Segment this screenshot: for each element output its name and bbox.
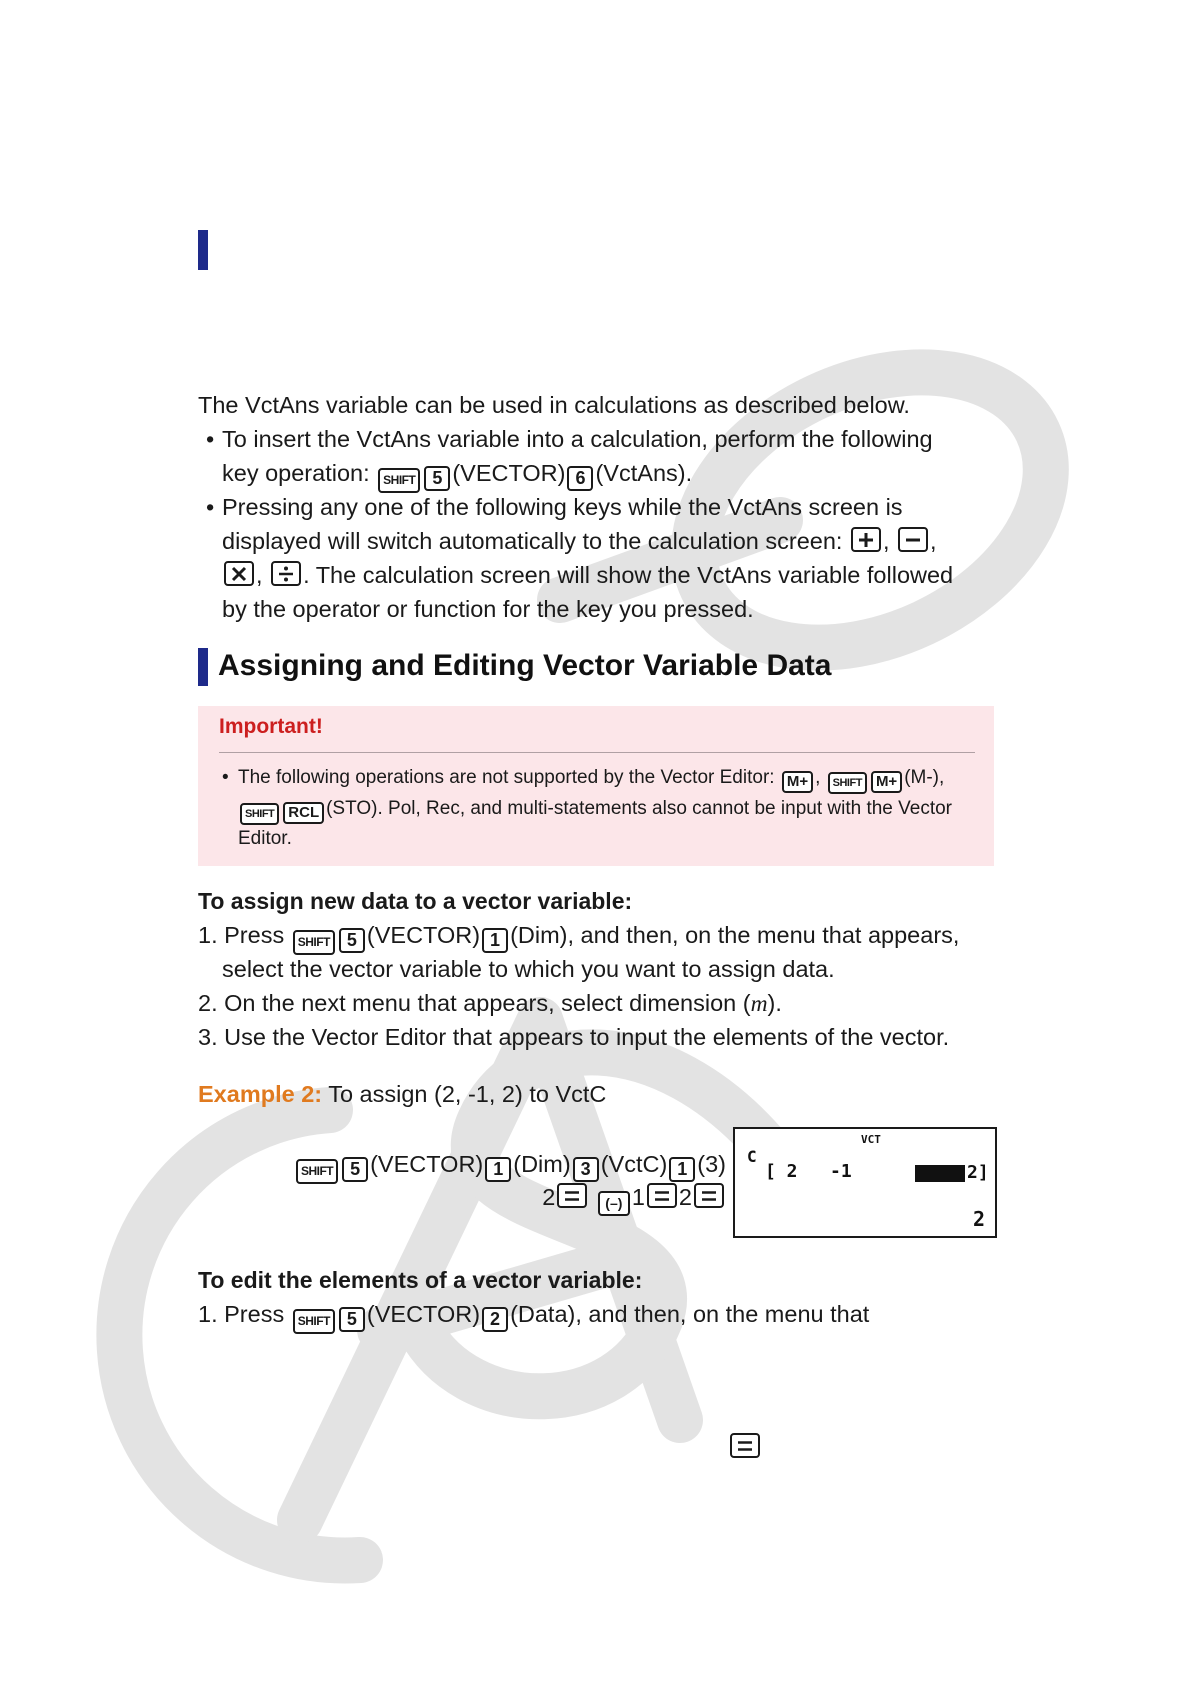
manual-page: The VctAns variable can be used in calculations as described below. • To insert the VctAns variable into a calculation, perform the following key operation: SHIFT 5 (VECTOR) 6 (VctAns). • Pressing any one of the following keys while the VctAns screen is displayed will switch automatically to the calculation screen: , , , . The calculation screen will show the VctAns variable followed by the operator or function for the key you pressed. Assigning and Editing Vector Variable Data Important! • The following operations are not supported by the Vector Editor: M+ , SHIFT M+ (M-), SHIFT RCL (STO). Pol, Rec, and multi-statements also cannot be input with the Vector Editor. To assign new data to a vector variable: 1. Press SHIFT 5 (VECTOR) 1 (Dim), and then, on the menu that appears, select the vector variable to which you want to assign data. 2. On the next menu that appears, select dimension (m). 3. Use the Vector Editor that appears to input the elements of the vector. Example 2: To assign (2, -1, 2) to VctC SHIFT 5 (VECTOR) 1 (Dim) 3 (VctC) 1 (3) 2 (–) 1 2 C VCT [ 2 -1 2] 2 To edit the elements of a vector variable: 1. Press SHIFT 5 (VECTOR) 2 (Data), and then, on the menu that (0, 0, 1191, 1684)
shift-key-icon: SHIFT (293, 930, 335, 955)
edit-title: To edit the elements of a vector variable: (198, 1267, 643, 1293)
rcl-key-icon: RCL (283, 802, 324, 824)
display-cursor (915, 1165, 965, 1182)
shift-key-icon: SHIFT (296, 1159, 338, 1184)
one-key-icon: 1 (482, 928, 508, 953)
example-line: Example 2: To assign (2, -1, 2) to VctC (198, 1081, 607, 1107)
bullet-2-line-2: displayed will switch automatically to the calculation screen: , , (222, 528, 937, 554)
display-row: [ 2 -1 (765, 1161, 852, 1182)
display-cursor-value: 2] (967, 1162, 989, 1183)
previous-heading-bar (198, 230, 208, 270)
example-key-sequence-2: 2 (–) 1 2 (542, 1180, 726, 1216)
important-title: Important! (219, 715, 323, 738)
one-key-icon: 1 (485, 1157, 511, 1182)
equals-key-fragment (728, 1430, 762, 1464)
six-key-icon: 6 (567, 466, 593, 491)
assign-step-1: 1. Press SHIFT 5 (VECTOR) 1 (Dim), and then, on the menu that appears, (198, 918, 959, 955)
minus-key-icon (898, 527, 928, 552)
equals-key-icon (694, 1183, 724, 1208)
bullet-1-line-1: • To insert the VctAns variable into a calculation, perform the following (198, 422, 933, 456)
intro-text: The VctAns variable can be used in calculations as described below. (198, 392, 910, 418)
one-key-icon: 1 (669, 1157, 695, 1182)
equals-key-icon (647, 1183, 677, 1208)
five-key-icon: 5 (339, 928, 365, 953)
bullet-dot: • (206, 494, 215, 520)
assign-title: To assign new data to a vector variable: (198, 888, 633, 914)
edit-step-1: 1. Press SHIFT 5 (VECTOR) 2 (Data), and then, on the menu that (198, 1297, 869, 1334)
heading-bar (198, 648, 208, 686)
important-line-1: • The following operations are not supported by the Vector Editor: M+ , SHIFT M+ (M-), (222, 763, 944, 794)
five-key-icon: 5 (424, 466, 450, 491)
m-plus-key-icon: M+ (782, 771, 813, 793)
example-label: Example 2: (198, 1081, 323, 1107)
assign-step-3: 3. Use the Vector Editor that appears to input the elements of the vector. (198, 1024, 950, 1050)
bullet-2-line-4: by the operator or function for the key you pressed. (222, 596, 754, 622)
example-key-sequence-1: SHIFT 5 (VECTOR) 1 (Dim) 3 (VctC) 1 (3) (294, 1147, 726, 1184)
important-line-2: SHIFT RCL (STO). Pol, Rec, and multi-statements also cannot be input with the Vector (238, 794, 952, 825)
equals-key-icon (557, 1183, 587, 1208)
assign-step-1-line-2: select the vector variable to which you want to assign data. (222, 956, 835, 982)
bullet-dot: • (222, 767, 229, 788)
shift-key-icon: SHIFT (293, 1309, 335, 1334)
divide-key-icon (271, 561, 301, 586)
five-key-icon: 5 (339, 1307, 365, 1332)
negative-key-icon: (–) (598, 1191, 630, 1216)
display-mode: VCT (861, 1133, 881, 1146)
bullet-2-line-3: , . The calculation screen will show the VctAns variable followed (222, 558, 953, 592)
calculator-display (733, 1127, 997, 1238)
m-plus-key-icon: M+ (871, 771, 902, 793)
shift-key-icon: SHIFT (378, 468, 420, 493)
three-key-icon: 3 (573, 1157, 599, 1182)
assign-step-2: 2. On the next menu that appears, select dimension (m). (198, 990, 782, 1017)
equals-key-icon (730, 1433, 760, 1458)
multiply-key-icon (224, 561, 254, 586)
plus-key-icon (851, 527, 881, 552)
important-line-3: Editor. (238, 828, 292, 849)
shift-key-icon: SHIFT (240, 803, 279, 825)
shift-key-icon: SHIFT (828, 772, 867, 794)
important-divider (219, 752, 975, 753)
bullet-1-line-2: key operation: SHIFT 5 (VECTOR) 6 (VctAns). (222, 456, 692, 493)
two-key-icon: 2 (482, 1307, 508, 1332)
display-indicator: C (747, 1147, 757, 1166)
five-key-icon: 5 (342, 1157, 368, 1182)
bullet-2-line-1: • Pressing any one of the following keys while the VctAns screen is (198, 490, 903, 524)
display-value: 2 (972, 1207, 985, 1231)
bullet-dot: • (206, 426, 215, 452)
